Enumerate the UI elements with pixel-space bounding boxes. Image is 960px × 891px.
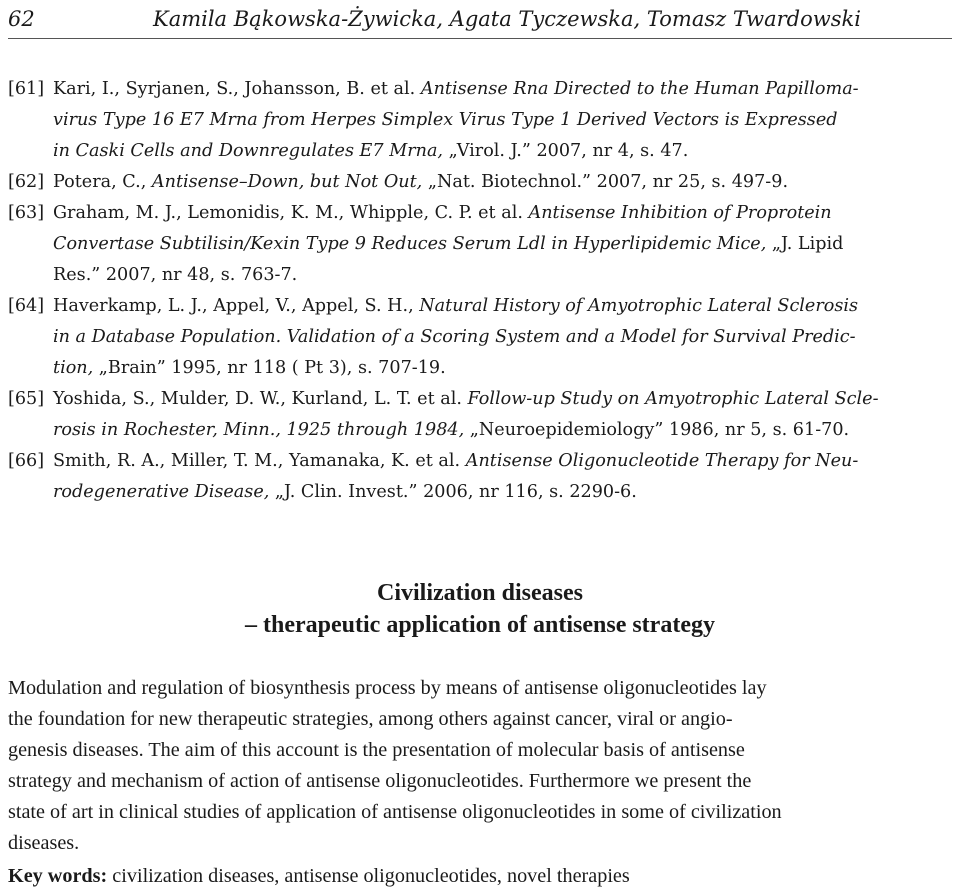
reference-title-segment: rosis in Rochester, Minn., 1925 through 1984, [53, 420, 465, 440]
abstract-line: strategy and mechanism of action of antisense oligonucleotides. Furthermore we present the [8, 770, 752, 792]
abstract-line: diseases. [8, 832, 80, 854]
reference-title-segment: Convertase Subtilisin/Kexin Type 9 Reduces Serum Ldl in Hyperlipidemic Mice, [53, 234, 767, 254]
reference-line [53, 384, 956, 415]
reference-line [53, 415, 956, 446]
reference-number: [63] [8, 203, 45, 223]
reference-title-segment: tion, [53, 358, 94, 378]
reference-item [8, 167, 956, 198]
reference-line [53, 136, 956, 167]
reference-text-segment: Kari, I., Syrjanen, S., Johansson, B. et al. [53, 79, 421, 99]
reference-number: [61] [8, 79, 45, 99]
reference-title-segment: Antisense Rna Directed to the Human Papilloma- [420, 79, 859, 99]
reference-number: [64] [8, 296, 45, 316]
article-subtitle: – therapeutic application of antisense strategy [245, 612, 715, 638]
reference-text-segment: Haverkamp, L. J., Appel, V., Appel, S. H., [53, 296, 420, 316]
reference-item [8, 74, 956, 167]
reference-title-segment: Follow-up Study on Amyotrophic Lateral Scle- [467, 389, 879, 409]
reference-title-segment: in Caski Cells and Downregulates E7 Mrna, [53, 141, 444, 161]
abstract-line: genesis diseases. The aim of this account is the presentation of molecular basis of antisense [8, 739, 745, 761]
reference-title-segment: Antisense–Down, but Not Out, [151, 172, 423, 192]
abstract-line: state of art in clinical studies of application of antisense oligonucleotides in some of civilization [8, 801, 782, 823]
reference-text-segment: „Nat. Biotechnol.” 2007, nr 25, s. 497-9. [422, 172, 789, 192]
reference-text-segment: „Brain” 1995, nr 118 ( Pt 3), s. 707-19. [93, 358, 446, 378]
reference-title-segment: in a Database Population. Validation of a Scoring System and a Model for Survival Predic- [53, 327, 856, 347]
reference-title-segment: Antisense Inhibition of Proprotein [528, 203, 832, 223]
reference-title-segment: Antisense Oligonucleotide Therapy for Neu- [465, 451, 859, 471]
reference-line [53, 105, 956, 136]
reference-text-segment: Smith, R. A., Miller, T. M., Yamanaka, K. et al. [53, 451, 466, 471]
reference-text-segment: „J. Clin. Invest.” 2006, nr 116, s. 2290-6. [269, 482, 637, 502]
reference-item [8, 446, 956, 508]
reference-text-segment: „J. Lipid [766, 234, 844, 254]
reference-title-segment: Natural History of Amyotrophic Lateral Sclerosis [419, 296, 859, 316]
reference-line [53, 322, 956, 353]
keywords [8, 862, 958, 890]
reference-text-segment: Graham, M. J., Lemonidis, K. M., Whipple, C. P. et al. [53, 203, 529, 223]
reference-item [8, 198, 956, 291]
reference-line [53, 167, 956, 198]
article-title: Civilization diseases [376, 580, 583, 606]
keywords-text: civilization diseases, antisense oligonucleotides, novel therapies [107, 865, 630, 887]
reference-title-segment: virus Type 16 E7 Mrna from Herpes Simplex Virus Type 1 Derived Vectors is Expressed [53, 110, 838, 130]
running-header [8, 2, 952, 39]
reference-text-segment: Potera, C., [53, 172, 152, 192]
reference-line [53, 353, 956, 384]
reference-line [53, 229, 956, 260]
reference-title-segment: rodegenerative Disease, [53, 482, 270, 502]
reference-line [53, 446, 956, 477]
reference-list [8, 74, 956, 508]
reference-line [53, 74, 956, 105]
keywords-label: Key words: [8, 865, 108, 887]
reference-line [53, 198, 956, 229]
running-header-authors: Kamila Bąkowska-Żywicka, Agata Tyczewska, Tomasz Twardowski [153, 7, 861, 31]
reference-number: [62] [8, 172, 45, 192]
reference-number: [66] [8, 451, 45, 471]
page-number: 62 [8, 7, 35, 31]
reference-line [53, 291, 956, 322]
abstract-line: the foundation for new therapeutic strategies, among others against cancer, viral or angio- [8, 708, 733, 730]
abstract-line: Modulation and regulation of biosynthesis process by means of antisense oligonucleotides lay [8, 677, 767, 699]
reference-item [8, 291, 956, 384]
reference-text-segment: „Neuroepidemiology” 1986, nr 5, s. 61-70. [464, 420, 850, 440]
reference-text-segment: Res.” 2007, nr 48, s. 763-7. [53, 265, 298, 285]
reference-line [53, 477, 956, 508]
reference-line [53, 260, 956, 291]
reference-text-segment: „Virol. J.” 2007, nr 4, s. 47. [443, 141, 689, 161]
reference-number: [65] [8, 389, 45, 409]
reference-item [8, 384, 956, 446]
abstract [8, 673, 958, 859]
reference-text-segment: Yoshida, S., Mulder, D. W., Kurland, L. T. et al. [53, 389, 468, 409]
